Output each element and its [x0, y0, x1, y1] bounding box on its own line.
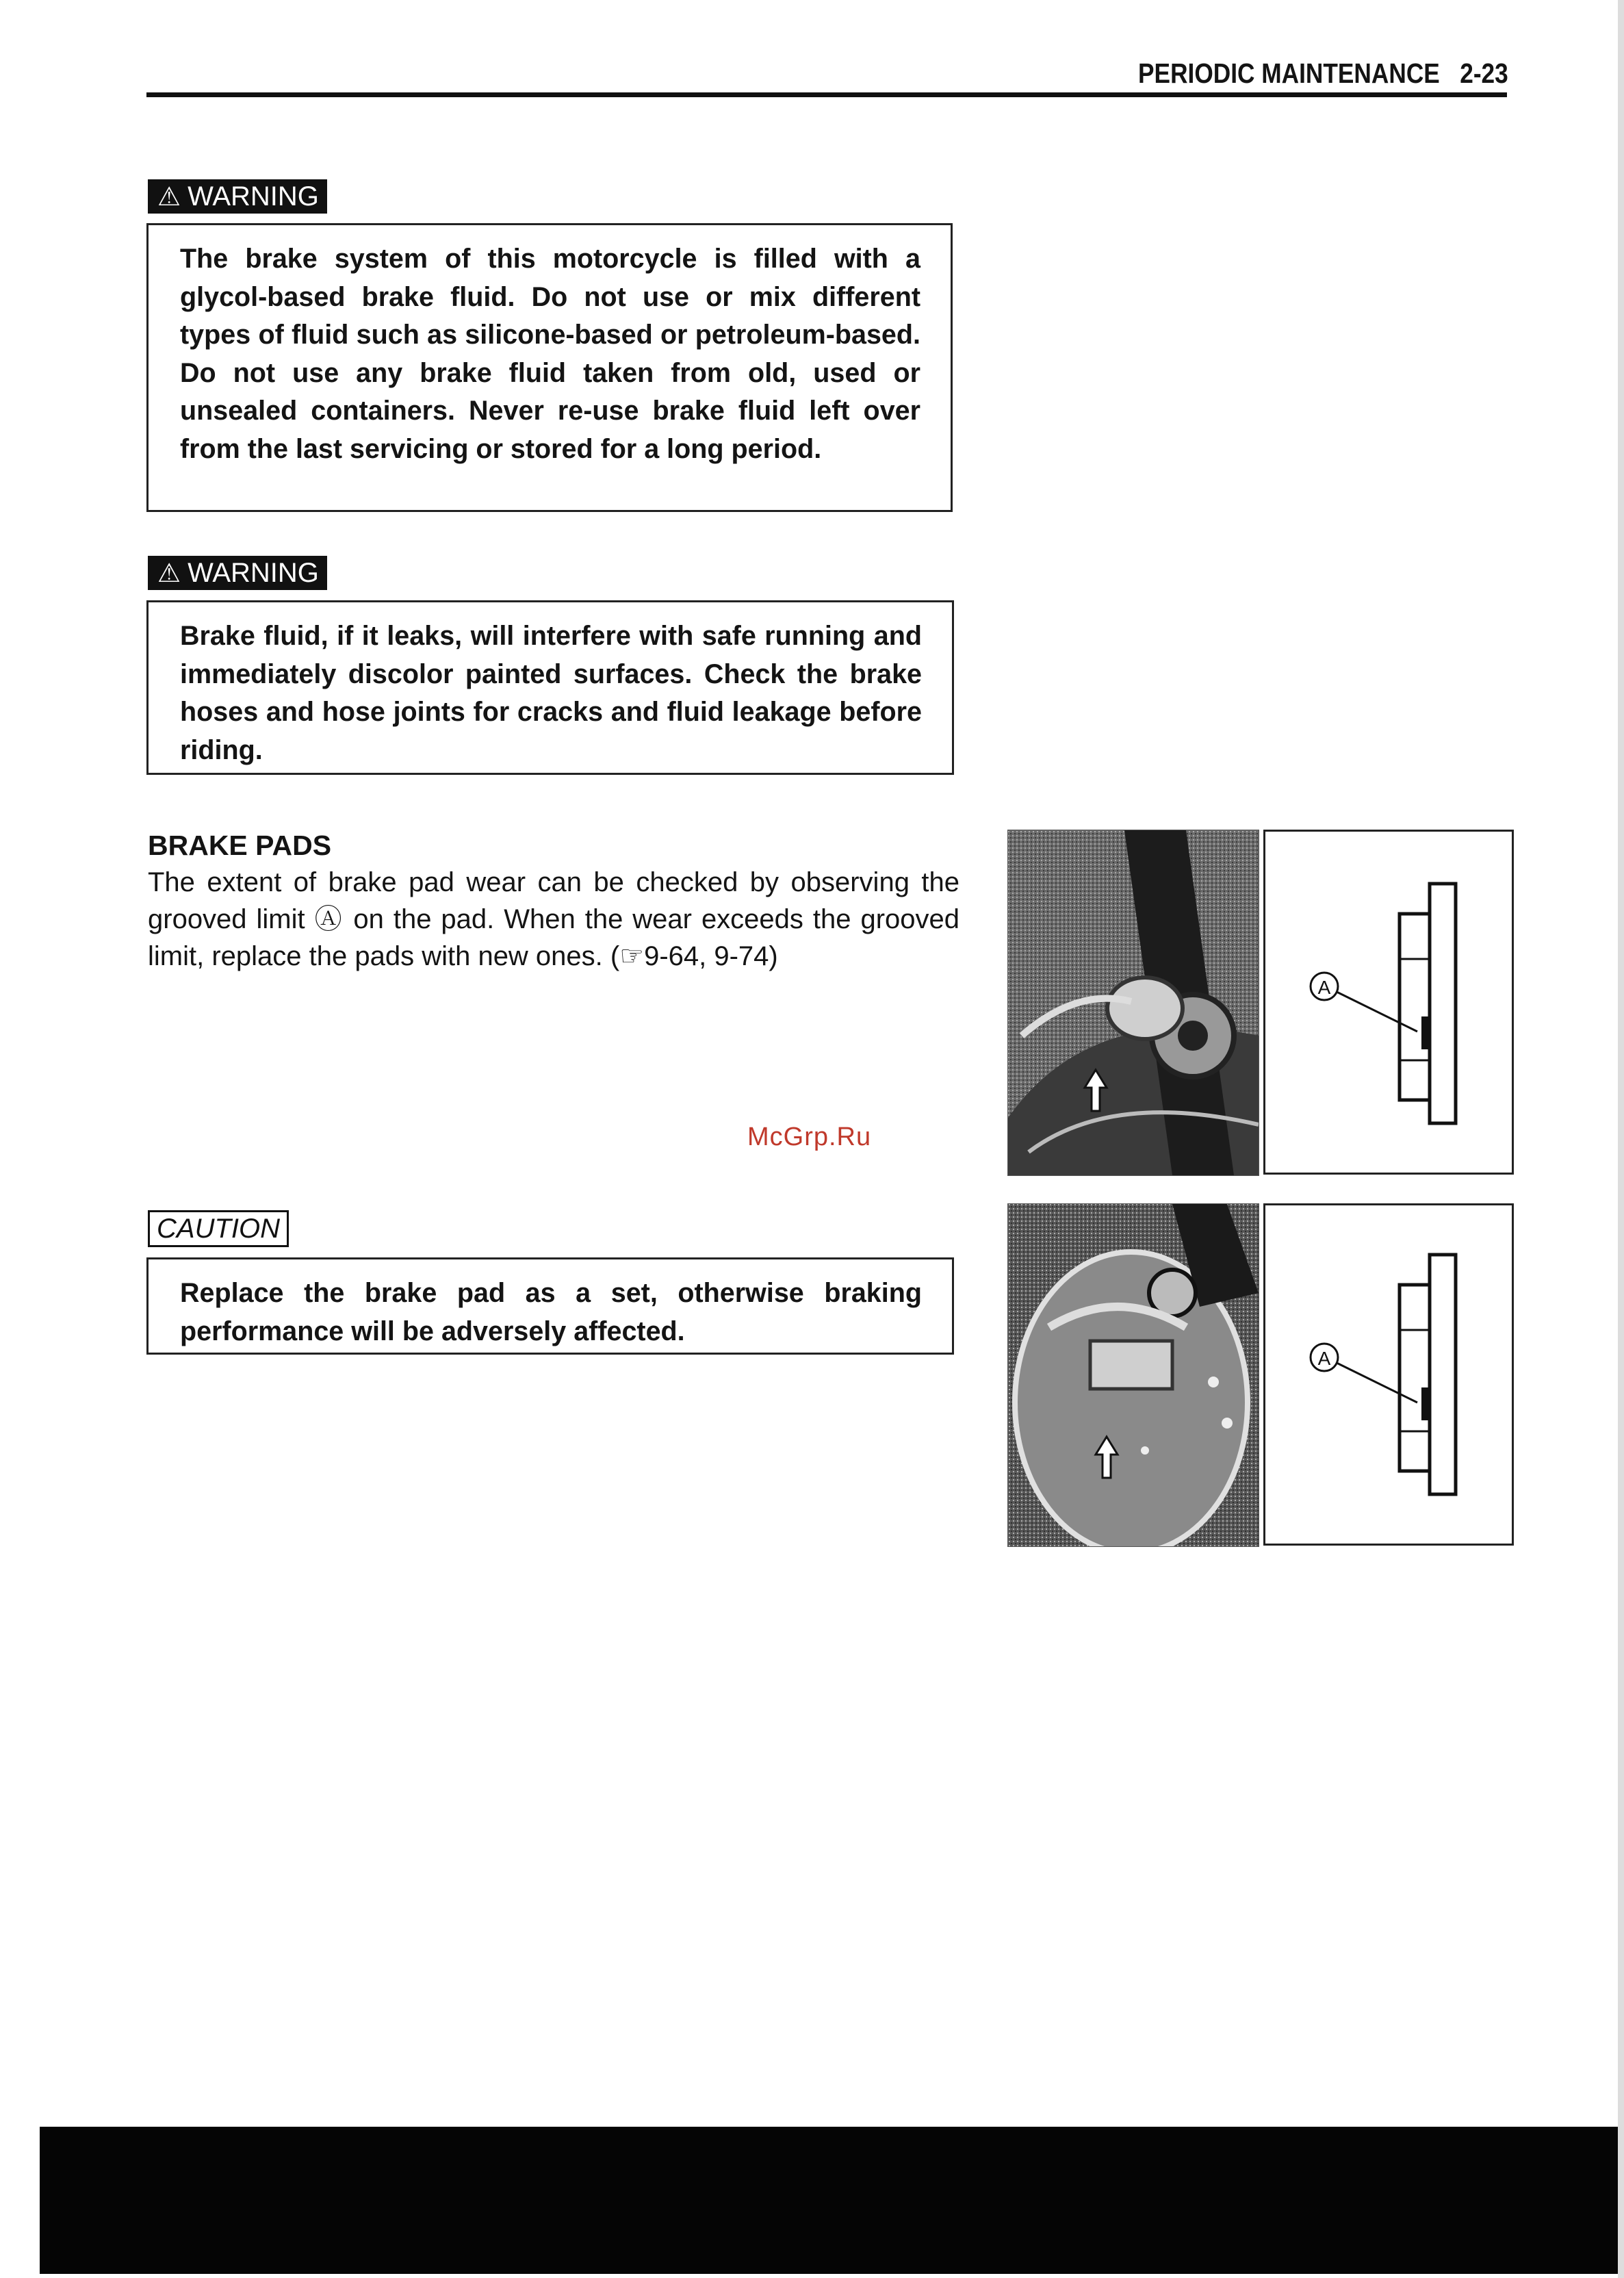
- warning-box-1: [146, 223, 953, 512]
- limit-marker: Ⓐ: [314, 904, 344, 934]
- body-text: on the pad. When the wear exceeds the grooved limit, replace the pads with new ones. (: [148, 904, 960, 971]
- scan-edge: [1618, 0, 1624, 2278]
- footer-band: [40, 2127, 1624, 2274]
- pad-diagram-graphic: [1265, 1205, 1512, 1544]
- warning-badge-2: [148, 556, 327, 590]
- warning-label: WARNING: [188, 558, 319, 588]
- warning-badge-1: [148, 179, 327, 214]
- photo-graphic: [1008, 1204, 1259, 1546]
- section-body: [148, 864, 959, 975]
- warning-box-2: [146, 600, 954, 775]
- header-rule: [146, 92, 1507, 97]
- warning-text: Brake fluid, if it leaks, will interfere with safe running and immediately discolor painted surfaces. Check the brake hoses and hose joints for cracks and fluid leakage before riding.: [180, 621, 922, 765]
- page-number: 2-23: [1460, 57, 1508, 89]
- brake-caliper-photo-2: [1007, 1203, 1259, 1547]
- pad-diagram-graphic: [1265, 832, 1512, 1173]
- brake-pad-diagram-2: [1263, 1203, 1514, 1546]
- caution-label: CAUTION: [157, 1214, 280, 1244]
- brake-caliper-photo-1: [1007, 830, 1259, 1176]
- caution-text: Replace the brake pad as a set, otherwise braking performance will be adversely affected.: [180, 1278, 922, 1346]
- callout-label: A: [1317, 977, 1331, 998]
- body-text: The extent of brake pad wear can be checked by observing the grooved limit: [148, 867, 959, 934]
- section-heading: BRAKE PADS: [148, 830, 332, 861]
- warning-text: The brake system of this motorcycle is filled with a glycol-based brake fluid. Do not use or mix different types of fluid such as silicone-based or petroleum-based. Do not use any brake fluid taken from old, used or unsealed containers. Never re-use brake fluid left over from the last servicing or stored for a long period.: [180, 244, 920, 464]
- watermark: McGrp.Ru: [747, 1123, 872, 1151]
- reference-hand-icon: ☞: [619, 941, 645, 971]
- warning-triangle-icon: ⚠: [157, 559, 181, 588]
- header-title: [1138, 57, 1508, 90]
- callout-label: A: [1317, 1348, 1331, 1369]
- page-reference[interactable]: 9-64, 9-74): [644, 941, 778, 971]
- caution-badge: [148, 1210, 289, 1247]
- warning-triangle-icon: ⚠: [157, 183, 181, 212]
- photo-graphic: [1008, 830, 1259, 1175]
- warning-label: WARNING: [188, 181, 319, 212]
- brake-pad-diagram-1: [1263, 830, 1514, 1175]
- caution-box: [146, 1257, 954, 1355]
- section-title: PERIODIC MAINTENANCE: [1138, 57, 1441, 89]
